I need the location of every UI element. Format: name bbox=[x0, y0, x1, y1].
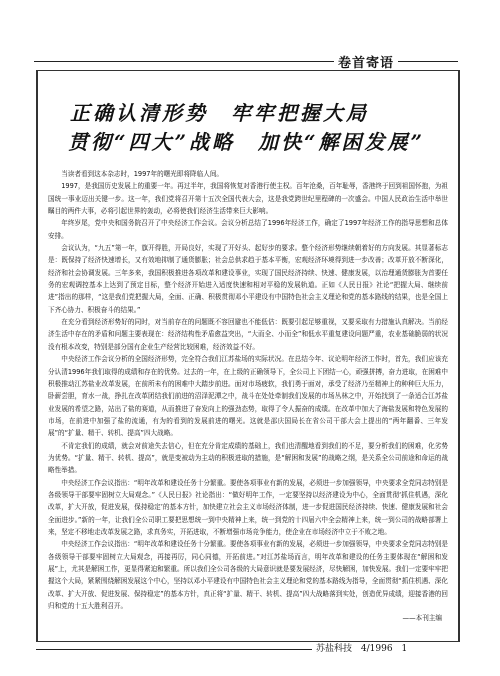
paragraph: 中央经济工作会议指出：“明年改革和建设任务十分繁重。要使各项事业有新的发展，必须进一步加强领导，中央要求全党同志特别是各级领导干部要牢固树立大局观念，再接再厉，同心同德，开拓前进。”对江苏盐场而言，明年改革和建设的任务主要体现在“解困和发展”上，尤其是解困工作，更显得紧迫和繁重。所以我们全公司各级的大局意识就是要发展经济，尽快解困，加快发展。我们一定要牢牢把握这个大局，紧紧围绕解困发展这个中心，坚持以邓小平建设有中国特色社会主义理论和党的基本路线为指导，全面贯彻“抓住机遇、深化改革、扩大开放、促进发展、保持稳定”的基本方针，真正将“扩量、精干、转机、提高”四大战略落到实处，创造优异成绩，迎接香港的回归和党的十五大胜利召开。 bbox=[48, 540, 448, 611]
paragraph: 中央经济工作会议分析的全国经济形势，完全符合我们江苏盐场的实际状况。在总结今年、议论明年经济工作时，首先，我们应该充分认清1996年我们取得的成绩和存在的优势。过去的一年，在上级的正确领导下，全公司上下团结一心，顽强拼搏，奋力进取，在困难中积极推动江苏盐业改革发展，在前所未有的困难中大踏步前进。面对市场疲软，我们勇于面对，承受了经济乃至精神上的种种巨大压力，卧薪尝胆，育水一战，挣扎在改革团结我们前进的沼泽泥潭之中，战斗在处处牵制我们发展的市场丛林之中，开始找到了一条适合江苏盐业发展的希望之路，站出了盐的赛道，从而推进了奋发向上的强劲态势，取得了令人振奋的成绩。在改革中加大了海盐发展和特色发展的市场，在前进中加强了盐的流通，有为的看到的发展前进的曙光。这就是邵庆国局长在省公司干部大会上提出的“两年翻番、三年发展”的“扩量、精干、转机、提高”四大战略。 bbox=[48, 355, 448, 438]
headline-line-2: 贯彻“四大”战略 加快“解困发展” bbox=[68, 130, 426, 154]
paragraph: 在充分看到经济形势好的同时，对当前存在的问题既不容回避也不能低估：既要引起足够重视，又要采取有力措施认真解决。当前经济生活中存在的矛盾和问题主要表现在：经济结构性矛盾愈益突出，“大而全、小而全”和低水平重复建设问题严重，农业基础脆弱的状况没有根本改变，特别是部分国有企业生产经营比较困难，经济效益不好。 bbox=[48, 318, 448, 351]
section-label: 卷首寄语 bbox=[338, 56, 395, 71]
page-number: 1 bbox=[401, 644, 408, 654]
paragraph: 当读者看到这本杂志时，1997年的曙光即将降临人间。 bbox=[61, 170, 224, 178]
headline-line-1: 正确认清形势 牢牢把握大局 bbox=[70, 101, 369, 125]
signature: ——本刊主编 bbox=[402, 614, 442, 623]
paragraph: 会议认为，“九五”第一年，旗开得胜，开局良好，实现了开好头、起好步的要求。整个经济形势继续朝着好的方向发展。其显著标志是：既保持了经济快速增长，又有效地抑制了通货膨胀；社会总供求趋于基本平衡，宏观经济环境得到进一步改善；改革开放不断深化，经济和社会协调发展。三年多来，我国积极推进各项改革和建设事业，实现了国民经济持续、快速、健康发展，以治理通货膨胀为首要任务的宏观调控基本上达到了预定目标，整个经济开始进入适度快速和相对平稳的发展轨道。正如《人民日报》社论“把握大局、继续前进”指出的那样，“这是我们党把握大局，全面、正确、积极贯彻邓小平建设有中国特色社会主义理论和党的基本路线的结果，也是全国上下齐心协力、积极奋斗的结果。” bbox=[48, 244, 448, 314]
page-footer bbox=[316, 641, 413, 654]
paragraph: 不肯定我们的成绩，就会对前途失去信心，但在充分肯定成绩的基础上，我们也清醒地看到我们的不足，要分析我们的困难，化劣势为优势。“扩量、精干、转机、提高”，就是变被动为主动的积极进取的措施，是“解困和发展”的战略之纲，是关系全公司前途和命运的战略性举措。 bbox=[48, 441, 448, 475]
top-rule-right bbox=[398, 61, 458, 62]
paragraph: 年终岁尾，党中央和国务院召开了中央经济工作会议。会议分析总结了1996年经济工作，确定了1997年经济工作的指导思想和总体安排。 bbox=[48, 219, 448, 240]
issue-number: 4/1996 bbox=[360, 644, 393, 654]
article-body bbox=[48, 168, 448, 625]
paragraph: 1997，是我国历史发展上的重要一年。再过半年，我国将恢复对香港行使主权。百年沧桑，百年耻辱，香港终于回到祖国怀抱，为祖国统一事业迈出关键一步。这一年，我们党将召开第十五次全国代表大会，这是我党跨世纪里程碑的一次盛会。中国人民政治生活中举世瞩目的两件大事，必将引起世界的轰动，必将使我们经济生活带来巨大影响。 bbox=[48, 182, 448, 216]
paragraph: 中央经济工作会议指出：“明年改革和建设任务十分繁重。要使各项事业有新的发展，必须进一步加强领导，中央要求全党同志特别是各级领导干部要牢固树立大局观念。”《人民日报》社论指出：“做好明年工作，一定要坚持以经济建设为中心，全面贯彻‘抓住机遇，深化改革，扩大开放，促进发展，保持稳定’的基本方针，加快建立社会主义市场经济体制，进一步促进国民经济持续、快速、健康发展和社会全面进步。”新的一年，让我们全公司职工要把思想统一到中央精神上来，统一到党的十四届六中全会精神上来，统一到公司的战略部署上来，坚定不移地走改革发展之路，求真务实，开拓进取，不断增强市场竞争能力，使企业在市场经济中立于不败之地。 bbox=[48, 478, 448, 536]
bottom-rule bbox=[36, 649, 312, 650]
journal-name: 苏盐科技 bbox=[316, 644, 353, 654]
top-rule bbox=[34, 61, 334, 62]
